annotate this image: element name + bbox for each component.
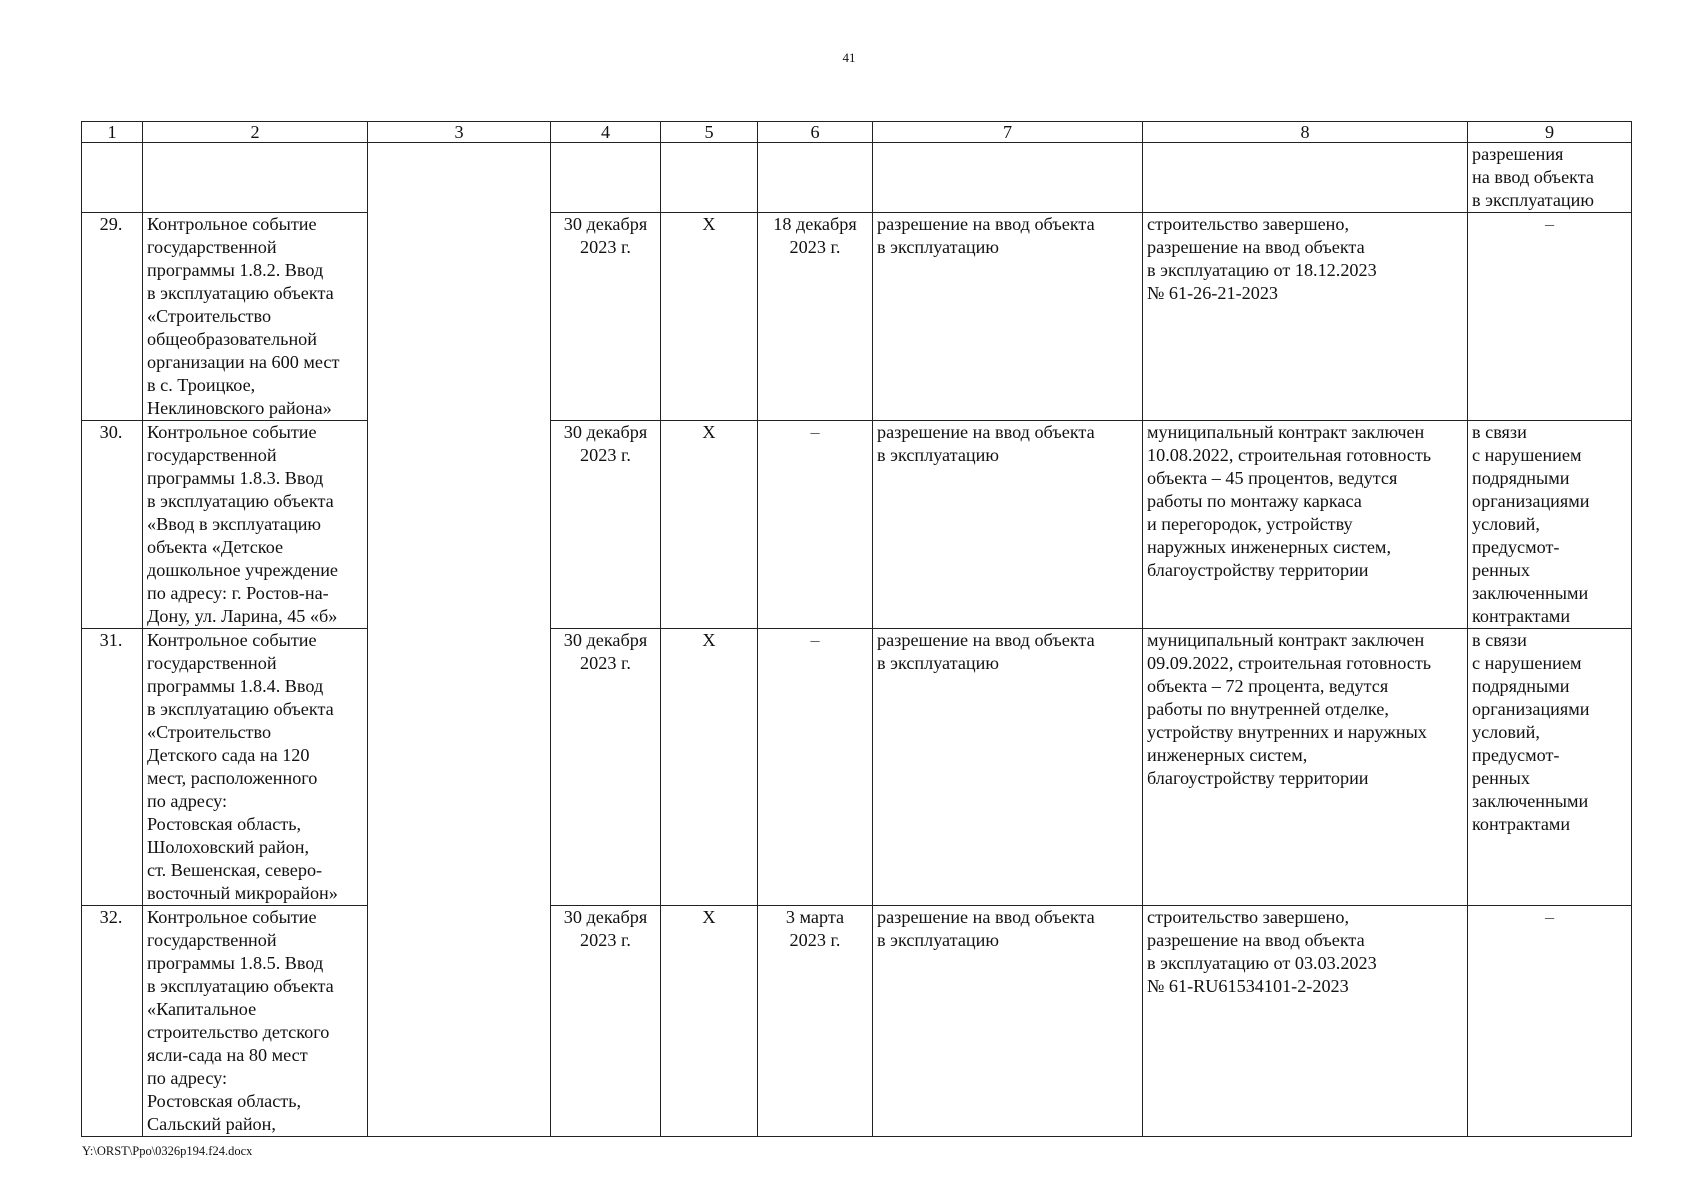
event-cell: Контрольное событие государственной программы 1.8.4. Ввод в эксплуатацию объекта «Строительство Детского сада на 120 мест, расположенного по адресу: Ростовская область, Шолоховский район, ст. Вешенская, северо- восточный микрорайон» xyxy=(143,629,368,906)
fact-date-cell: – xyxy=(758,421,873,629)
page-number: 41 xyxy=(842,50,856,65)
row-number: 32. xyxy=(82,906,143,1137)
column-header: 7 xyxy=(873,122,1143,143)
fact-date-cell: 3 марта 2023 г. xyxy=(758,906,873,1137)
status-cell: муниципальный контракт заключен 09.09.2022, строительная готовность объекта – 72 процента, ведутся работы по внутренней отделке, устройству внутренних и наружных инженерных систем, благоустройству территории xyxy=(1143,629,1468,906)
row-number: 29. xyxy=(82,213,143,421)
row-number: 31. xyxy=(82,629,143,906)
table-row xyxy=(82,213,1632,421)
plan-date-cell: 30 декабря 2023 г. xyxy=(551,421,661,629)
column-header: 1 xyxy=(82,122,143,143)
status-cell: строительство завершено, разрешение на ввод объекта в эксплуатацию от 03.03.2023 № 61-RU61534101-2-2023 xyxy=(1143,906,1468,1137)
table-row xyxy=(82,421,1632,629)
x-cell: X xyxy=(661,421,758,629)
event-cell: Контрольное событие государственной программы 1.8.3. Ввод в эксплуатацию объекта «Ввод в эксплуатацию объекта «Детское дошкольное учреждение по адресу: г. Ростов-на- Дону, ул. Ларина, 45 «б» xyxy=(143,421,368,629)
column-header: 5 xyxy=(661,122,758,143)
status-cell: муниципальный контракт заключен 10.08.2022, строительная готовность объекта – 45 процентов, ведутся работы по монтажу каркаса и перегородок, устройству наружных инженерных систем, благоустройству территории xyxy=(1143,421,1468,629)
event-cell: Контрольное событие государственной программы 1.8.5. Ввод в эксплуатацию объекта «Капитальное строительство детского ясли-сада на 80 мест по адресу: Ростовская область, Сальский район, xyxy=(143,906,368,1137)
column-header: 2 xyxy=(143,122,368,143)
control-events-table xyxy=(81,121,1632,1137)
x-cell: X xyxy=(661,906,758,1137)
row-number: 30. xyxy=(82,421,143,629)
column-header: 8 xyxy=(1143,122,1468,143)
plan-date-cell: 30 декабря 2023 г. xyxy=(551,629,661,906)
x-cell: X xyxy=(661,629,758,906)
fact-date-cell: – xyxy=(758,629,873,906)
footer-file-path: Y:\ORST\Ppo\0326p194.f24.docx xyxy=(82,1144,253,1158)
result-cell: разрешение на ввод объекта в эксплуатацию xyxy=(873,906,1143,1137)
reason-cell: разрешения на ввод объекта в эксплуатацию xyxy=(1468,143,1632,213)
table-row xyxy=(82,906,1632,1137)
plan-date-cell: 30 декабря 2023 г. xyxy=(551,906,661,1137)
column-number-row xyxy=(82,122,1632,143)
column-header: 6 xyxy=(758,122,873,143)
result-cell: разрешение на ввод объекта в эксплуатацию xyxy=(873,629,1143,906)
result-cell: разрешение на ввод объекта в эксплуатацию xyxy=(873,421,1143,629)
reason-cell: в связи с нарушением подрядными организациями условий, предусмот- ренных заключенными контрактами xyxy=(1468,421,1632,629)
x-cell: X xyxy=(661,213,758,421)
reason-cell: – xyxy=(1468,906,1632,1137)
column-header: 4 xyxy=(551,122,661,143)
column-header: 9 xyxy=(1468,122,1632,143)
event-cell: Контрольное событие государственной программы 1.8.2. Ввод в эксплуатацию объекта «Строительство общеобразовательной организации на 600 мест в с. Троицкое, Неклиновского района» xyxy=(143,213,368,421)
fact-date-cell: 18 декабря 2023 г. xyxy=(758,213,873,421)
plan-date-cell: 30 декабря 2023 г. xyxy=(551,213,661,421)
column-header: 3 xyxy=(368,122,551,143)
merged-column-3 xyxy=(368,143,551,1137)
table-row xyxy=(82,629,1632,906)
result-cell: разрешение на ввод объекта в эксплуатацию xyxy=(873,213,1143,421)
reason-cell: в связи с нарушением подрядными организациями условий, предусмот- ренных заключенными контрактами xyxy=(1468,629,1632,906)
status-cell: строительство завершено, разрешение на ввод объекта в эксплуатацию от 18.12.2023 № 61-26-21-2023 xyxy=(1143,213,1468,421)
continuation-row xyxy=(82,143,1632,213)
reason-cell: – xyxy=(1468,213,1632,421)
